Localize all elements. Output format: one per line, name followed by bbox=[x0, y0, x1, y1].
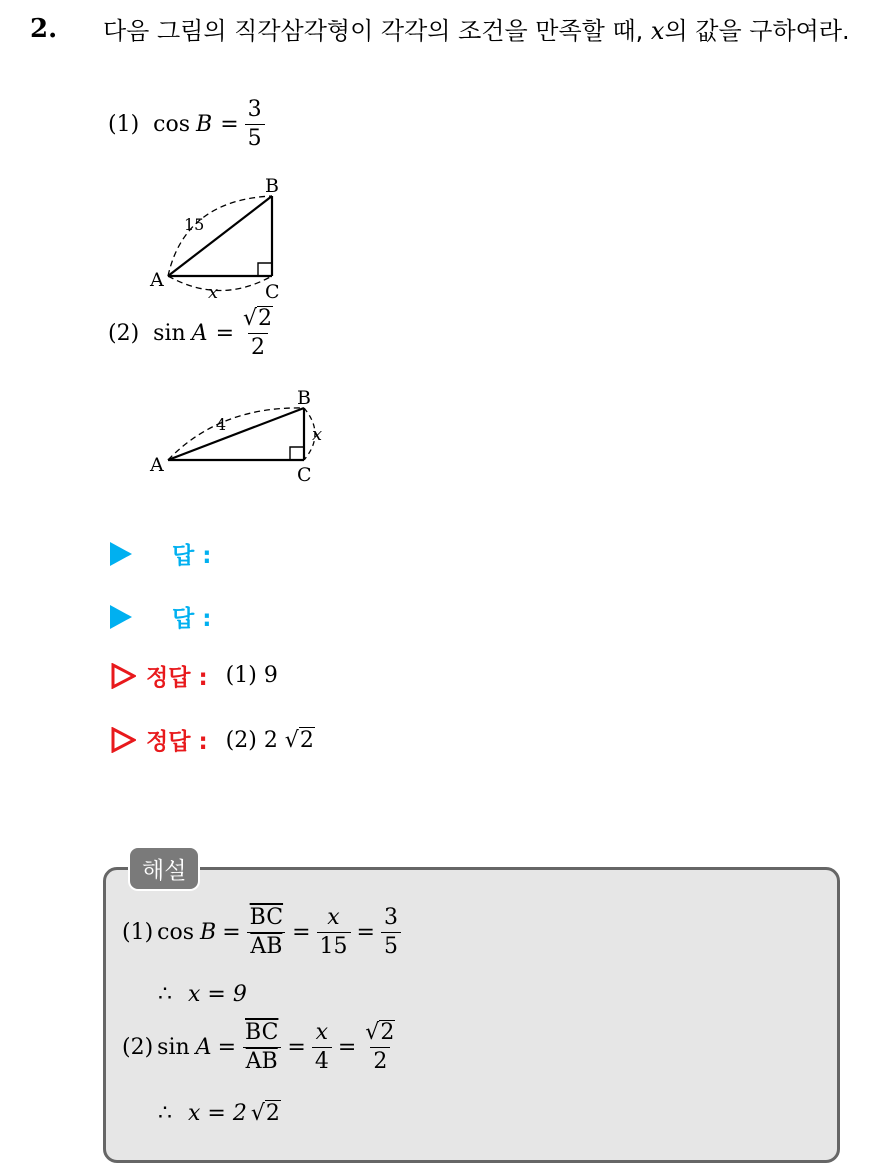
fig2-label-c: C bbox=[297, 464, 312, 486]
part1-angle: B bbox=[196, 112, 213, 138]
sol1-frac-2-num: x bbox=[327, 905, 340, 930]
fig2-right-angle-mark bbox=[290, 447, 304, 460]
correct-label-1: 정답 : bbox=[146, 665, 208, 691]
sol1-func: cos bbox=[157, 920, 195, 946]
sol3-eq-1: = bbox=[217, 1034, 236, 1060]
answer-blank-2: 답 : bbox=[172, 606, 212, 632]
sol1-angle: B bbox=[200, 920, 217, 946]
fig1-label-hyp: 15 bbox=[184, 215, 205, 234]
answer-blank-1: 답 : bbox=[172, 543, 212, 569]
sol2-result: x = 9 bbox=[188, 982, 247, 1007]
sol4-result-root: √2 bbox=[250, 1101, 280, 1126]
solution-tag: 해설 bbox=[128, 846, 200, 891]
part2-num: √2 bbox=[243, 306, 273, 331]
part2-eq: = bbox=[215, 320, 234, 346]
fig1-label-b: B bbox=[265, 175, 279, 197]
part2-label: (2) bbox=[108, 320, 140, 346]
solution-line-3 bbox=[122, 1020, 404, 1074]
solution-line-4 bbox=[158, 1100, 281, 1126]
sol1-frac-3 bbox=[381, 906, 401, 959]
triangle-figure-1 bbox=[140, 170, 300, 305]
play-outline-icon bbox=[110, 663, 136, 689]
sol4-result-prefix: x = 2 bbox=[188, 1100, 247, 1126]
sol1-frac-2-den: 15 bbox=[317, 932, 351, 959]
part1-eq: = bbox=[220, 112, 239, 138]
part1-den: 5 bbox=[245, 124, 265, 151]
part1-label: (1) bbox=[108, 112, 140, 138]
part2-condition bbox=[108, 306, 282, 360]
question-text-part2: 의 값을 구하여라. bbox=[664, 17, 850, 45]
triangle-figure-2 bbox=[140, 382, 340, 487]
part1-fraction bbox=[245, 98, 265, 151]
sol2-therefore: ∴ bbox=[158, 982, 172, 1007]
sol3-frac-3-radicand: 2 bbox=[380, 1020, 395, 1045]
sol3-func: sin bbox=[157, 1034, 190, 1060]
sol1-eq-1: = bbox=[222, 920, 241, 946]
answer-row-2 bbox=[110, 600, 211, 633]
part2-den: 2 bbox=[248, 333, 268, 360]
fig1-right-angle-mark bbox=[258, 263, 272, 276]
sol3-frac-1-num: $\overline{BC}$ bbox=[245, 1019, 279, 1045]
part1-func: cos bbox=[153, 112, 191, 138]
sol3-frac-2-num: x bbox=[315, 1019, 329, 1045]
fig2-label-a: A bbox=[150, 454, 164, 476]
fig2-label-b: B bbox=[297, 387, 311, 409]
correct-label-2: 정답 : bbox=[146, 729, 208, 755]
play-icon bbox=[110, 605, 132, 629]
fig1-label-a: A bbox=[150, 269, 164, 291]
sol4-result-radicand: 2 bbox=[265, 1101, 280, 1126]
question-text bbox=[103, 12, 873, 50]
sol3-frac-3 bbox=[362, 1020, 398, 1074]
correct-answer-2-prefix: (2) 2 bbox=[225, 727, 278, 753]
sol1-eq-2: = bbox=[292, 920, 311, 946]
sol1-eq-3: = bbox=[356, 920, 375, 946]
sol1-frac-2 bbox=[317, 906, 351, 959]
solution-line-1 bbox=[122, 906, 407, 959]
sol3-angle: A bbox=[195, 1034, 212, 1060]
part1-condition bbox=[108, 98, 271, 151]
fig1-label-c: C bbox=[265, 281, 280, 303]
correct-answer-1: (1) 9 bbox=[225, 663, 278, 688]
sol3-frac-2-den: 4 bbox=[312, 1047, 332, 1074]
answer-row-1 bbox=[110, 537, 211, 570]
fig1-label-x: x bbox=[208, 282, 219, 303]
question-text-part1: 다음 그림의 직각삼각형이 각각의 조건을 만족할 때, bbox=[103, 17, 651, 45]
question-number: 2. bbox=[30, 14, 58, 44]
sol1-frac-3-num: 3 bbox=[383, 905, 398, 930]
sol1-frac-1-num: $\overline{BC}$ bbox=[249, 905, 284, 930]
sol1-label: (1) bbox=[122, 920, 154, 946]
sol3-frac-1 bbox=[242, 1021, 281, 1074]
sol3-label: (2) bbox=[122, 1034, 154, 1060]
correct-answer-row-1 bbox=[110, 659, 278, 692]
sol3-eq-2: = bbox=[287, 1034, 306, 1060]
sol1-frac-1 bbox=[247, 906, 286, 959]
correct-answer-2-radicand: 2 bbox=[299, 727, 314, 753]
sol1-frac-3-den: 5 bbox=[381, 932, 401, 959]
correct-answer-row-2 bbox=[110, 723, 315, 756]
part1-num: 3 bbox=[247, 97, 262, 122]
question-variable: x bbox=[650, 17, 665, 45]
play-outline-icon bbox=[110, 727, 136, 753]
correct-answer-2: (2) 2 √2 bbox=[225, 727, 314, 753]
sol3-frac-1-den: AB bbox=[243, 1047, 281, 1074]
sol3-eq-3: = bbox=[337, 1034, 357, 1060]
sol4-therefore: ∴ bbox=[158, 1100, 172, 1126]
sol3-frac-3-num: √2 bbox=[365, 1020, 395, 1045]
solution-line-2 bbox=[158, 982, 247, 1007]
sol3-frac-3-den: 2 bbox=[370, 1047, 390, 1074]
fig2-label-hyp: 4 bbox=[216, 415, 227, 434]
part2-func: sin bbox=[153, 320, 186, 346]
fig2-side-ab bbox=[168, 408, 304, 460]
part2-angle: A bbox=[191, 320, 208, 346]
part2-fraction bbox=[240, 306, 276, 360]
fig1-side-ab bbox=[168, 196, 272, 276]
fig1-base-arc bbox=[168, 276, 272, 291]
fig2-label-x: x bbox=[312, 424, 323, 445]
part2-num-radicand: 2 bbox=[258, 306, 273, 331]
play-icon bbox=[110, 542, 132, 566]
sol1-frac-1-den: AB bbox=[247, 932, 285, 959]
sol3-frac-2 bbox=[312, 1021, 332, 1074]
